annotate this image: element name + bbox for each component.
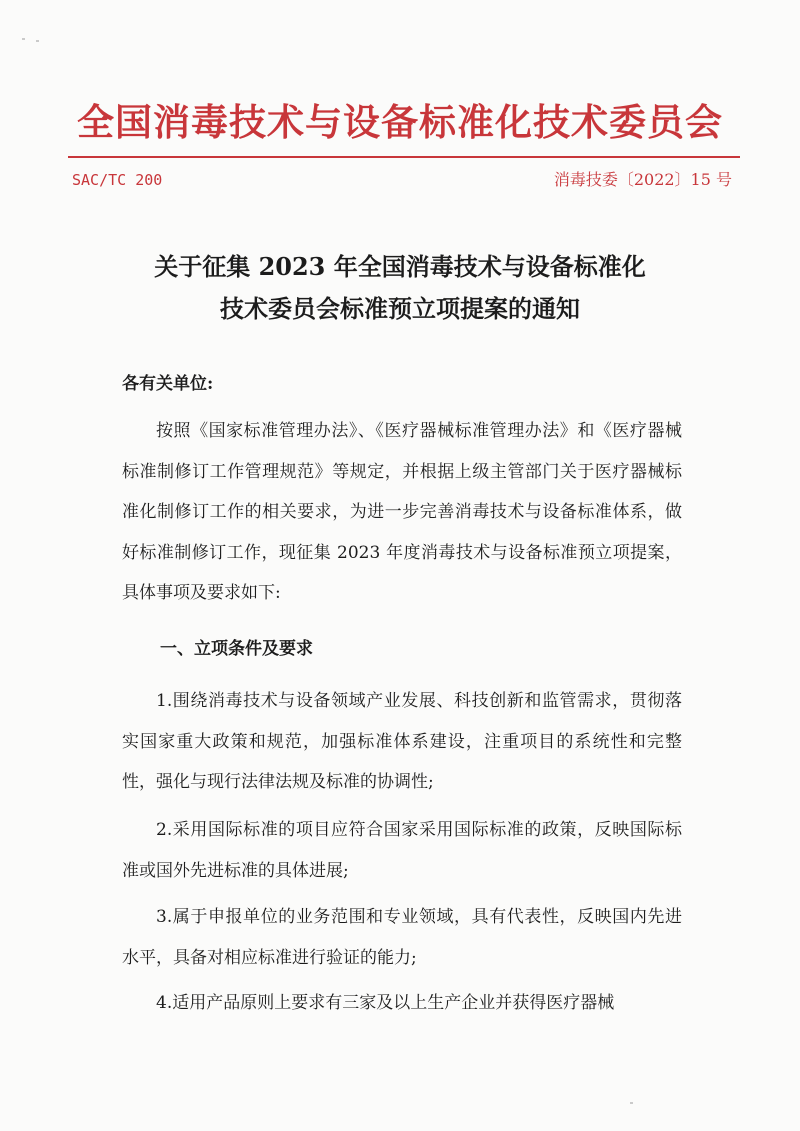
- requirement-item-4: 4.适用产品原则上要求有三家及以上生产企业并获得医疗器械: [156, 993, 615, 1013]
- requirement-item-1: 1.围绕消毒技术与设备领域产业发展、科技创新和监管需求，贯彻落实国家重大政策和规范，加强标准体系建设，注重项目的系统性和完整性，强化与现行法律法规及标准的协调性;: [122, 691, 682, 792]
- document-title-line-1: 关于征集 2023 年全国消毒技术与设备标准化: [154, 252, 646, 281]
- committee-code: SAC/TC 200: [72, 171, 163, 189]
- requirement-item-3: 3.属于申报单位的业务范围和专业领域，具有代表性，反映国内先进水平，具备对相应标准进行验证的能力;: [122, 907, 682, 968]
- scan-speck: [630, 1102, 633, 1104]
- document-title-line-2: 技术委员会标准预立项提案的通知: [220, 294, 580, 323]
- intro-paragraph: 按照《国家标准管理办法》、《医疗器械标准管理办法》和《医疗器械标准制修订工作管理规范》等规定，并根据上级主管部门关于医疗器械标准化制修订工作的相关要求，为进一步完善消毒技术与设备标准体系，做好标准制修订工作，现征集 2023 年度消毒技术与设备标准预立项提案，具体事项及要求如下:: [122, 421, 682, 603]
- section-heading: 一、立项条件及要求: [160, 639, 313, 659]
- requirement-item-2: 2.采用国际标准的项目应符合国家采用国际标准的政策，反映国际标准或国外先进标准的具体进展;: [122, 820, 682, 881]
- salutation: 各有关单位:: [122, 374, 214, 394]
- org-name: 全国消毒技术与设备标准化技术委员会: [77, 100, 723, 144]
- letterhead-divider: [68, 156, 740, 158]
- document-number: 消毒技委〔2022〕15 号: [553, 170, 732, 189]
- scan-speck: [36, 40, 39, 42]
- scan-speck: [22, 38, 25, 40]
